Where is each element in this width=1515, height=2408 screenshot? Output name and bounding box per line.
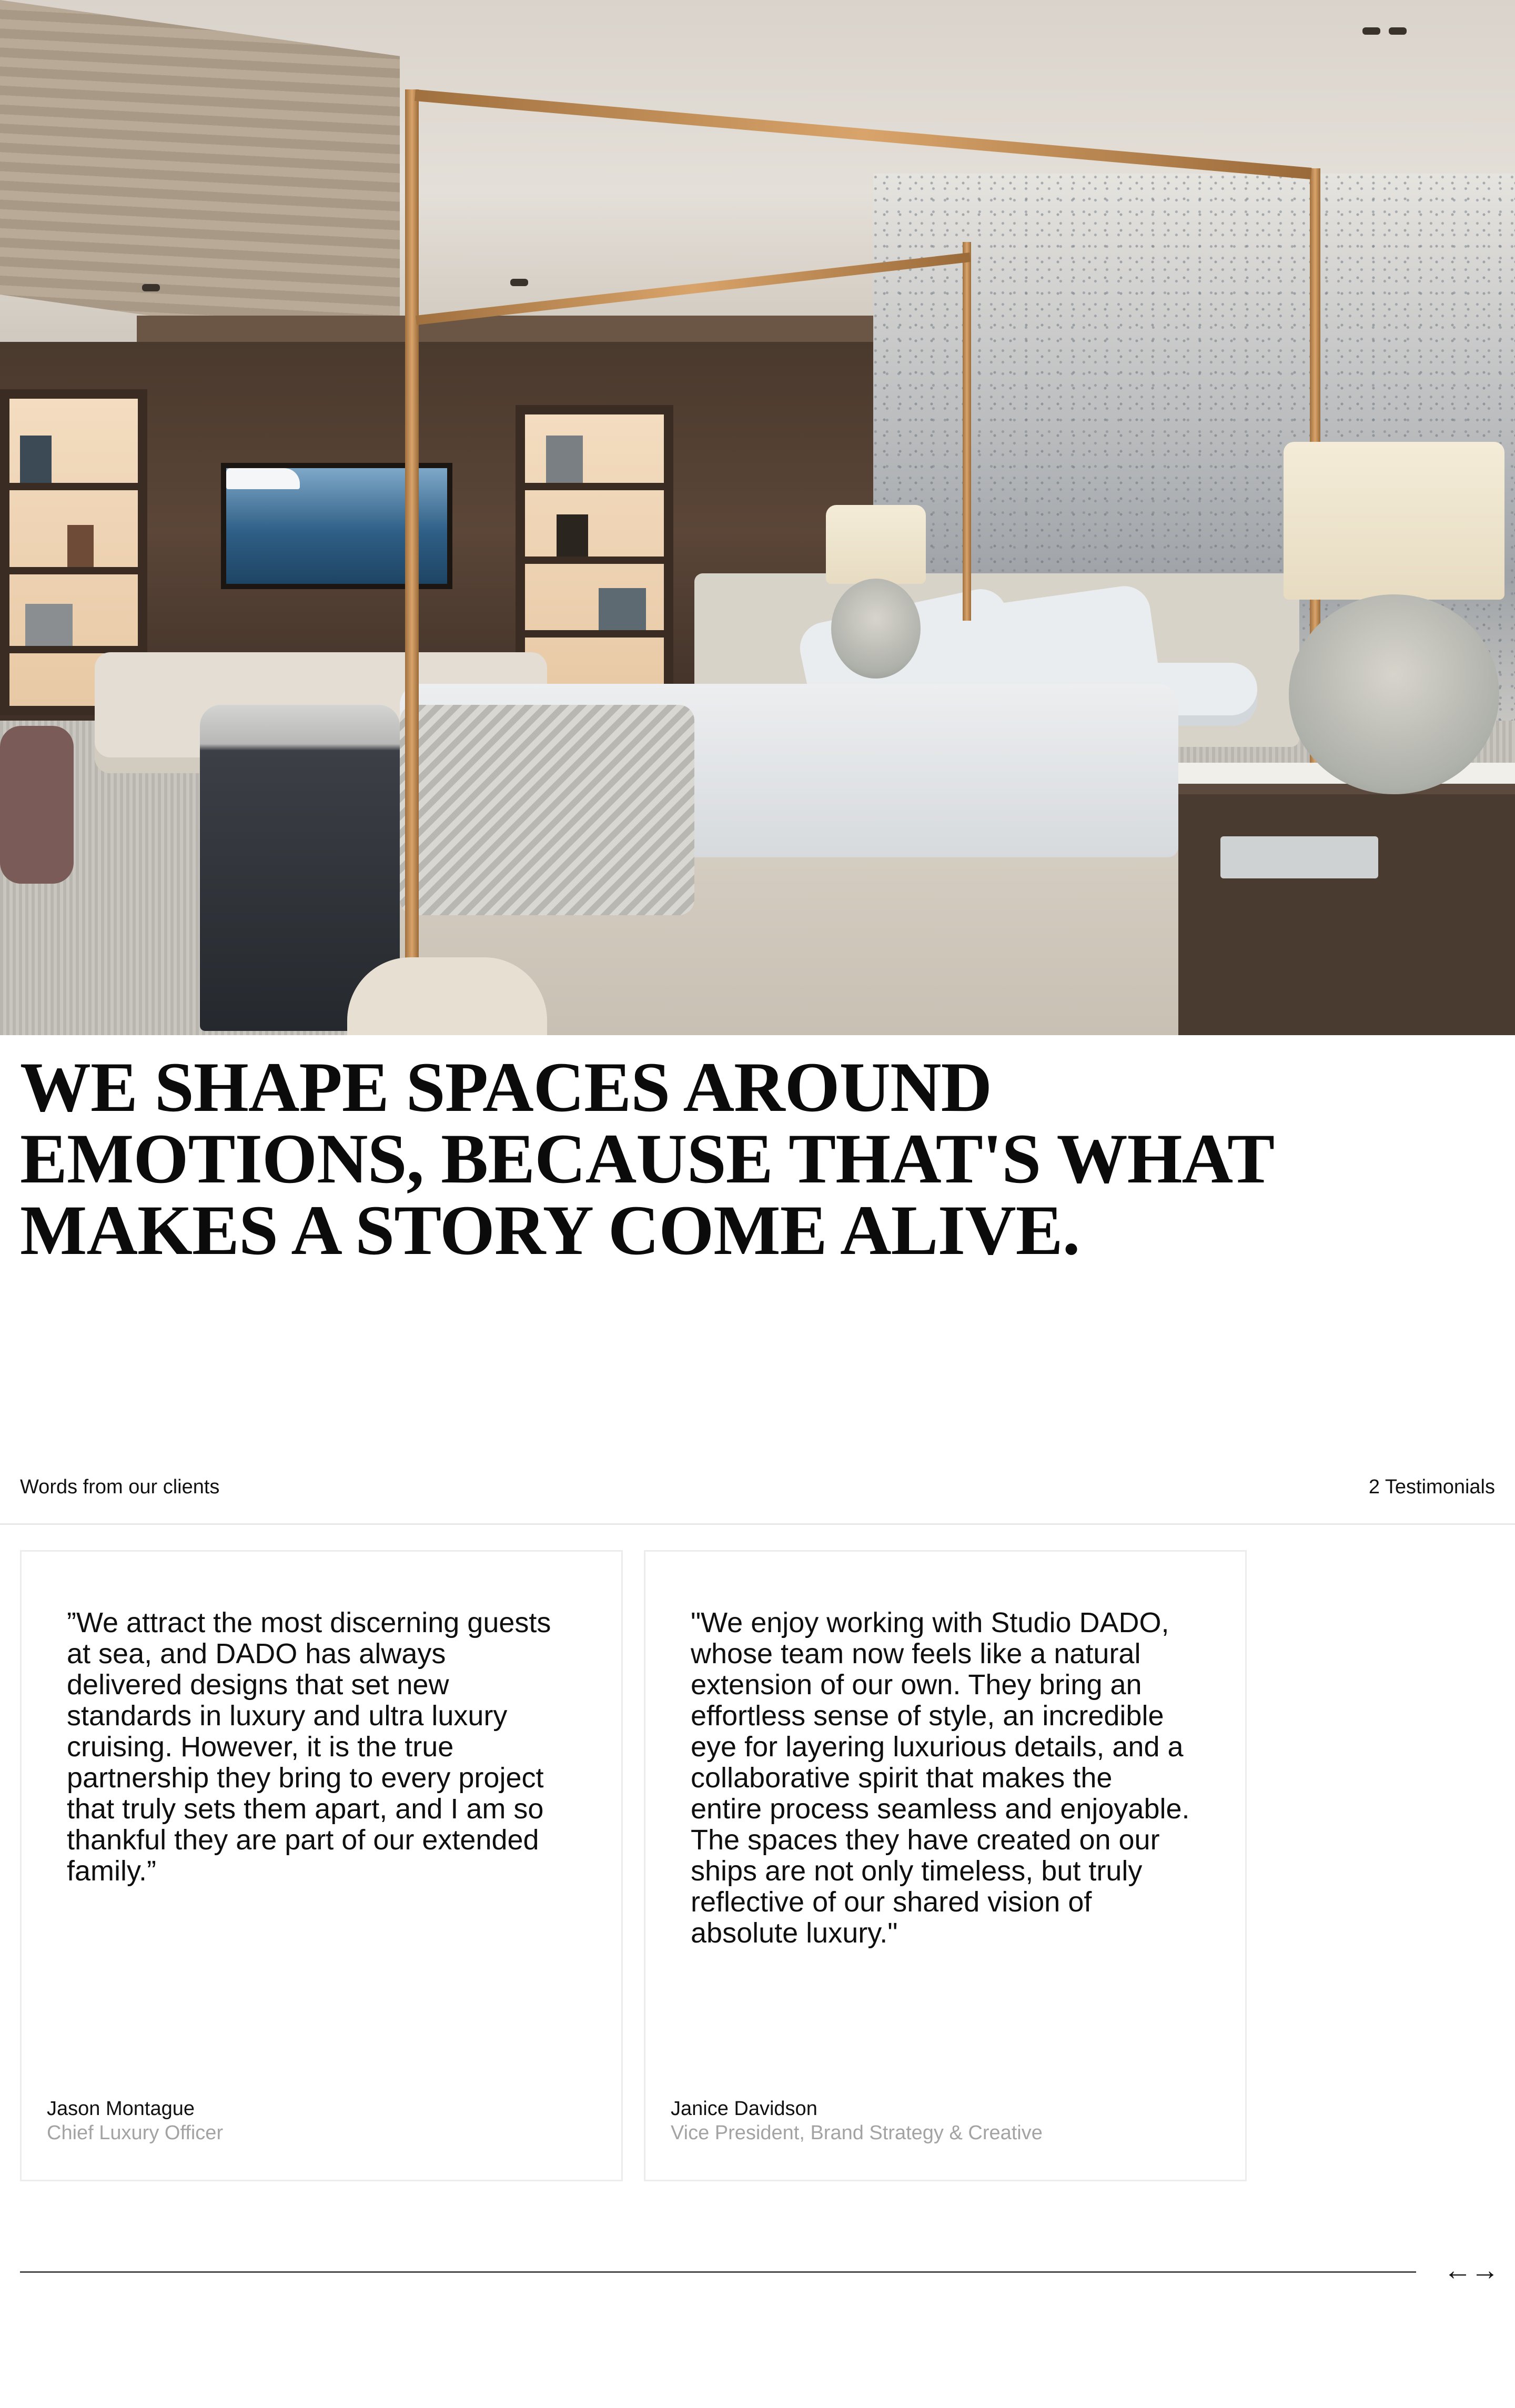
hero-lamp-base (831, 579, 921, 679)
hero-lamp-shade (826, 505, 926, 584)
testimonial-role: Chief Luxury Officer (47, 2122, 224, 2144)
hero-throw (400, 705, 694, 915)
testimonial-quote: ”We attract the most discerning guests at sea, and DADO has always delivered designs that set new standards in luxury and ultra luxury cruising. However, it is the true partnership they bring to every project that truly sets them apart, and I am so thankful they are part of our extended family.” (67, 1607, 551, 1887)
hero-tv-ship (226, 468, 300, 489)
hero-ceiling-wood (0, 0, 400, 351)
hero-side-table (0, 726, 74, 884)
slider-progress-track[interactable] (20, 2271, 1416, 2273)
hero-lamp-shade (1284, 442, 1504, 600)
hero-downlight (1389, 27, 1407, 35)
testimonial-card (20, 1550, 623, 2181)
hero-chair (347, 957, 547, 1035)
section-divider (0, 1523, 1515, 1525)
hero-downlight (1362, 27, 1380, 35)
arrow-left-icon[interactable]: ← (1443, 2254, 1472, 2286)
testimonials-section-label: Words from our clients (20, 1476, 220, 1498)
headline-line-1: WE SHAPE SPACES AROUND (20, 1048, 992, 1127)
testimonial-author: Janice Davidson (671, 2098, 817, 2120)
headline-line-2: EMOTIONS, BECAUSE THAT'S WHAT (20, 1120, 1275, 1198)
arrow-right-icon[interactable]: → (1471, 2254, 1499, 2286)
testimonial-author: Jason Montague (47, 2098, 195, 2120)
hero-nightstand (1178, 763, 1515, 1035)
headline-line-3: MAKES A STORY COME ALIVE. (20, 1191, 1080, 1270)
testimonial-quote: "We enjoy working with Studio DADO, whose team now feels like a natural extension of our own. They bring an effortless sense of style, an incredible eye for layering luxurious details, and a collaborative spirit that makes the entire process seamless and enjoyable. The spaces they have created on our ships are not only timeless, but truly reflective of our shared vision of absolute luxury." (691, 1607, 1190, 1949)
testimonial-role: Vice President, Brand Strategy & Creative (671, 2122, 1043, 2144)
hero-bed-post (963, 242, 971, 621)
hero-downlight (510, 279, 528, 286)
hero-lamp-base (1289, 594, 1499, 794)
testimonial-card (644, 1550, 1247, 2181)
hero-downlight (142, 284, 160, 291)
hero-image (0, 0, 1515, 1035)
hero-books (1220, 836, 1378, 878)
page-headline (20, 1048, 1335, 1270)
testimonials-count: 2 Testimonials (1368, 1476, 1495, 1498)
hero-bed-post (405, 89, 419, 1035)
